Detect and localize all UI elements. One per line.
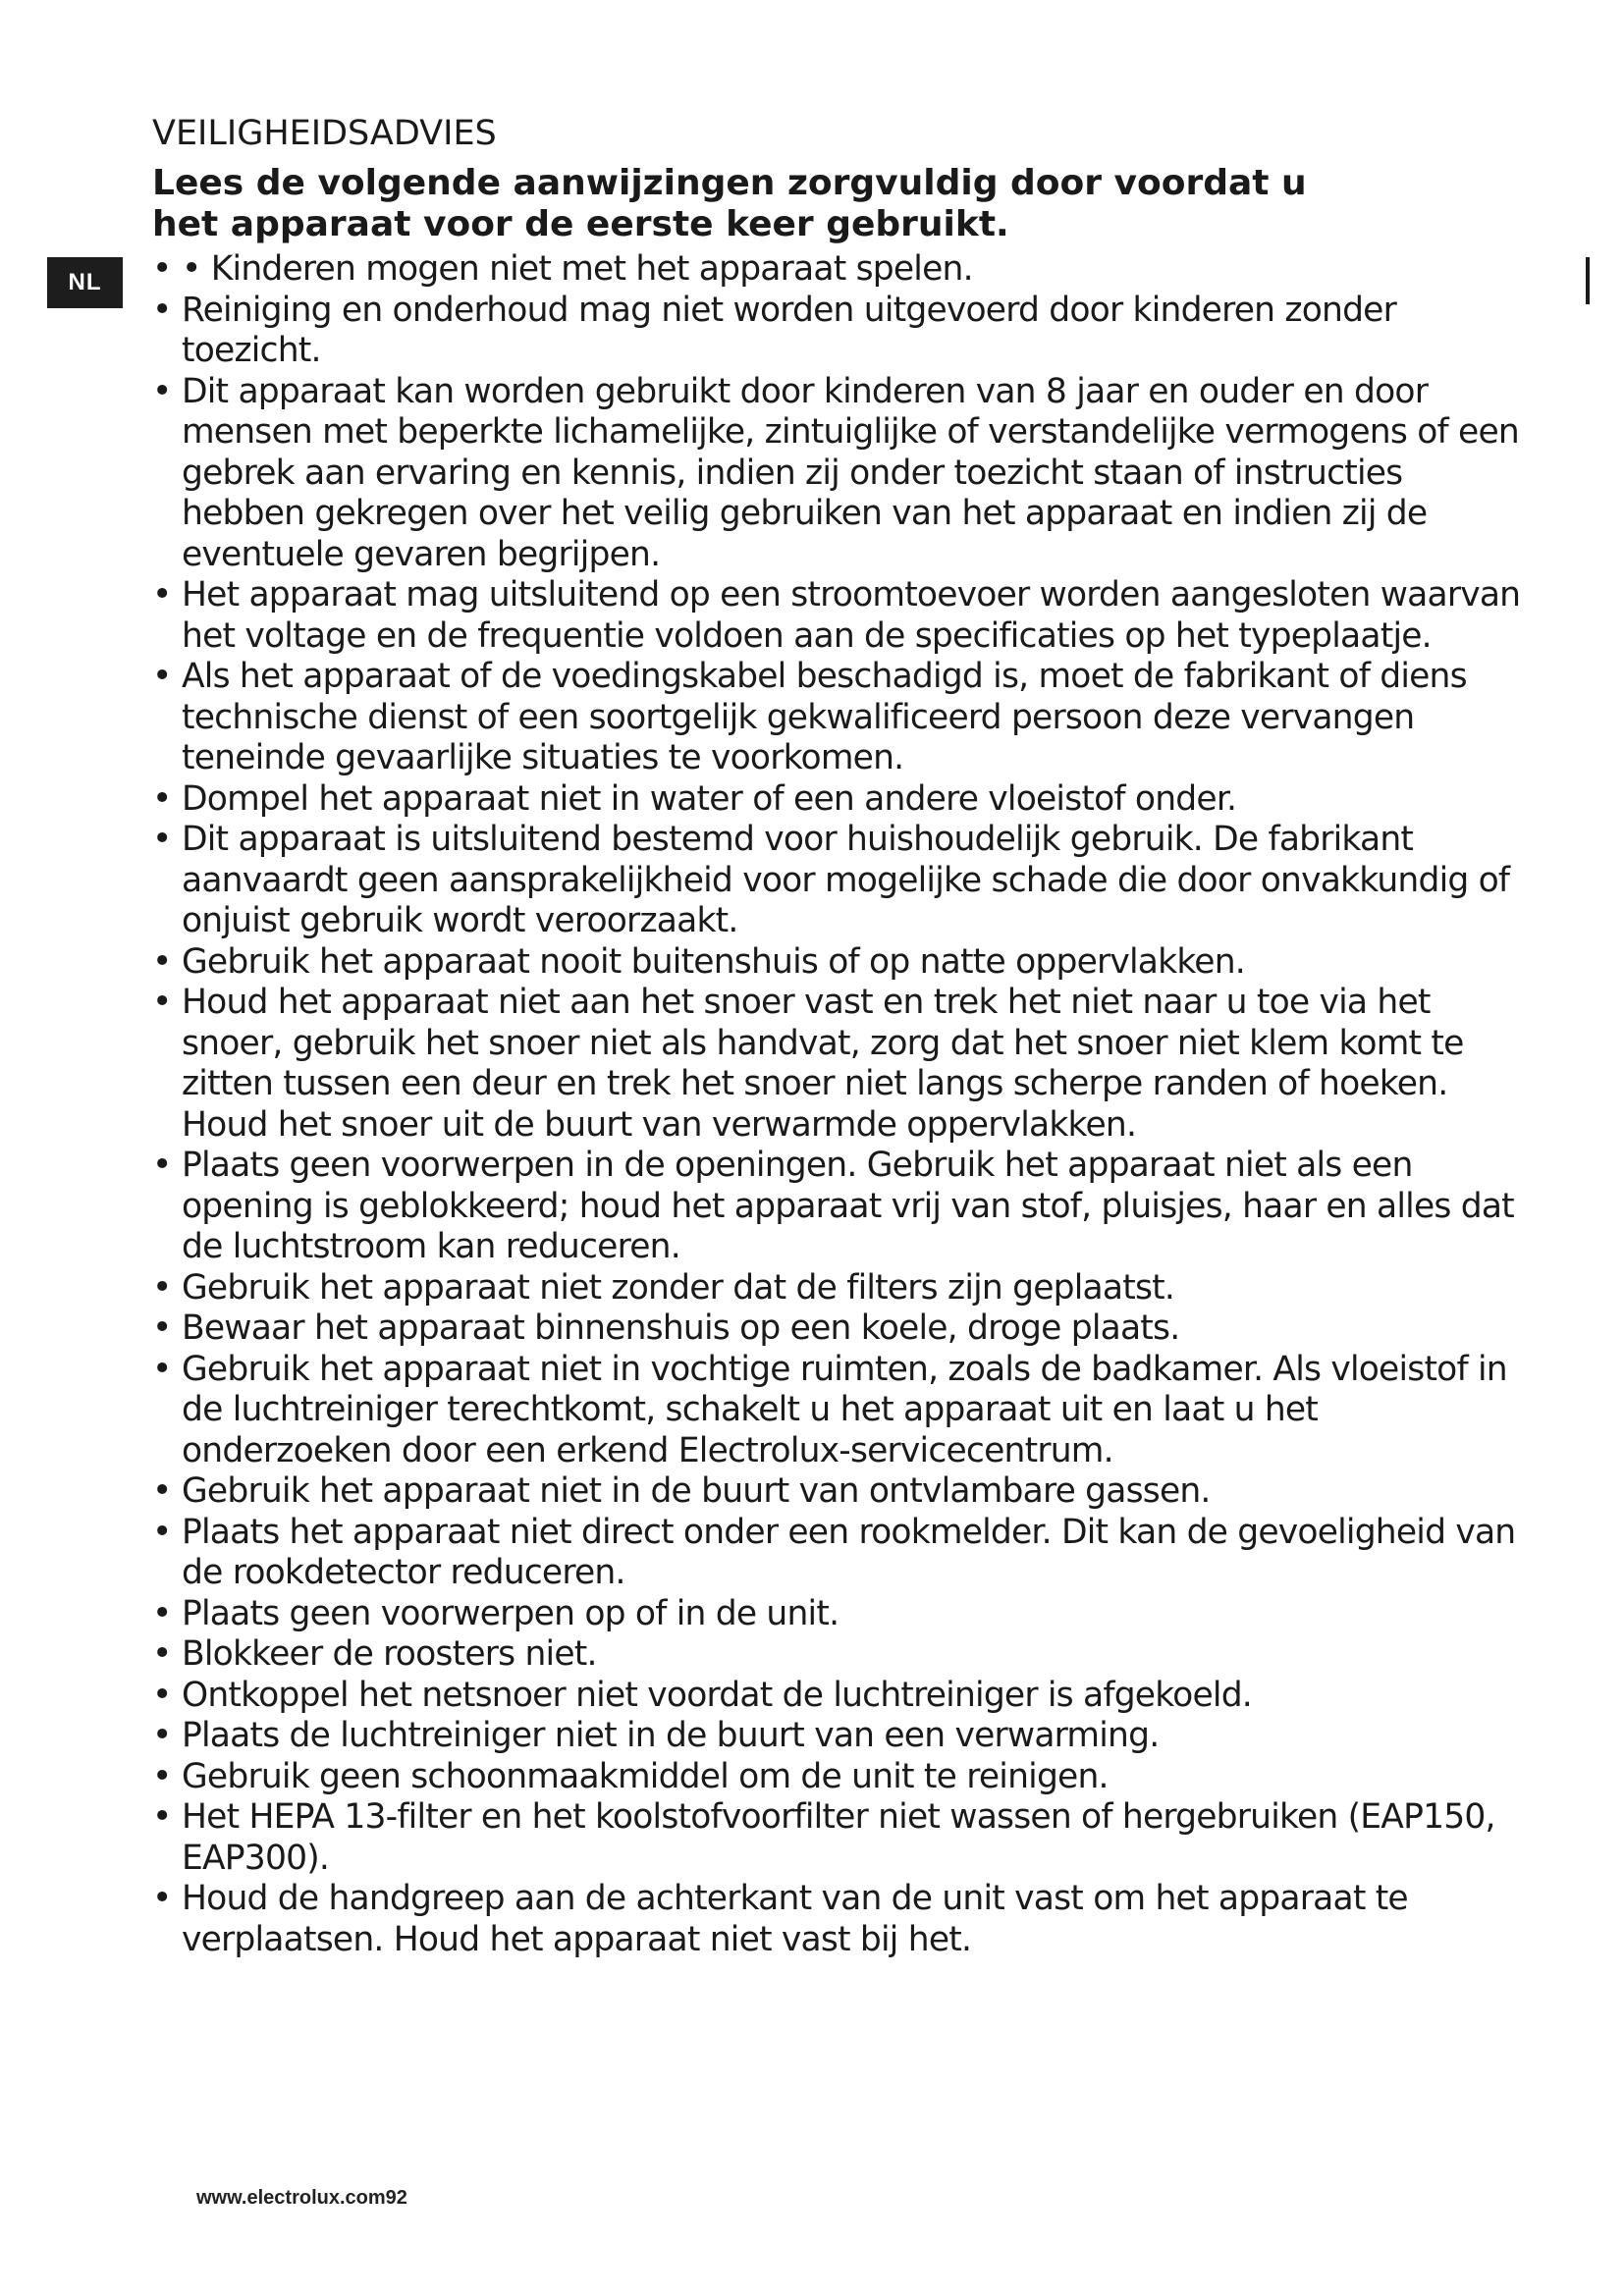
margin-marker <box>1586 257 1590 304</box>
list-item: • Dompel het apparaat niet in water of een andere vloeistof onder. <box>152 779 1527 821</box>
intro-text: Lees de volgende aanwijzingen zorgvuldig door voordat u het apparaat voor de eerste keer gebruikt. <box>152 163 1307 244</box>
list-item: • • Kinderen mogen niet met het apparaat spelen. <box>152 249 1527 291</box>
list-item: • Als het apparaat of de voedingskabel beschadigd is, moet de fabrikant of diens technische dienst of een soortgelijk gekwalificeerd persoon deze vervangen teneinde gevaarlijke situaties te voorkomen. <box>152 657 1527 779</box>
list-item: • Houd het apparaat niet aan het snoer vast en trek het niet naar u toe via het snoer, gebruik het snoer niet als handvat, zorg dat het snoer niet klem komt te zitten tussen een deur en trek het snoer niet langs scherpe randen of hoeken. Houd het snoer uit de buurt van verwarmde oppervlakken. <box>152 983 1527 1146</box>
list-item: • Blokkeer de roosters niet. <box>152 1634 1527 1676</box>
list-item: • Reiniging en onderhoud mag niet worden uitgevoerd door kinderen zonder toezicht. <box>152 291 1527 372</box>
list-item: • Dit apparaat is uitsluitend bestemd voor huishoudelijk gebruik. De fabrikant aanvaardt geen aansprakelijkheid voor mogelijke schade die door onvakkundig of onjuist gebruik wordt veroorzaakt. <box>152 820 1527 942</box>
footer-url: www.electrolux.com92 <box>196 2187 407 2209</box>
list-item: • Gebruik het apparaat nooit buitenshuis of op natte oppervlakken. <box>152 942 1527 984</box>
safety-advice-list <box>152 249 1527 1960</box>
list-item: • Gebruik geen schoonmaakmiddel om de unit te reinigen. <box>152 1757 1527 1798</box>
list-item: • Gebruik het apparaat niet in vochtige ruimten, zoals de badkamer. Als vloeistof in de luchtreiniger terechtkomt, schakelt u het apparaat uit en laat u het onderzoeken door een erkend Electrolux-servicecentrum. <box>152 1350 1527 1472</box>
list-item: • Gebruik het apparaat niet zonder dat de filters zijn geplaatst. <box>152 1268 1527 1309</box>
list-item: • Plaats geen voorwerpen op of in de unit. <box>152 1594 1527 1635</box>
list-item: • Ontkoppel het netsnoer niet voordat de luchtreiniger is afgekoeld. <box>152 1676 1527 1717</box>
list-item: • Dit apparaat kan worden gebruikt door kinderen van 8 jaar en ouder en door mensen met beperkte lichamelijke, zintuiglijke of verstandelijke vermogens of een gebrek aan ervaring en kennis, indien zij onder toezicht staan of instructies hebben gekregen over het veilig gebruiken van het apparaat en indien zij de eventuele gevaren begrijpen. <box>152 372 1527 576</box>
list-item: • Plaats geen voorwerpen in de openingen. Gebruik het apparaat niet als een opening is geblokkeerd; houd het apparaat vrij van stof, pluisjes, haar en alles dat de luchtstroom kan reduceren. <box>152 1146 1527 1268</box>
list-item: • Het HEPA 13-filter en het koolstofvoorfilter niet wassen of hergebruiken (EAP150, EAP300). <box>152 1797 1527 1879</box>
list-item: • Houd de handgreep aan de achterkant van de unit vast om het apparaat te verplaatsen. Houd het apparaat niet vast bij het. <box>152 1879 1527 1960</box>
section-title: VEILIGHEIDSADVIES <box>152 114 497 153</box>
list-item: • Bewaar het apparaat binnenshuis op een koele, droge plaats. <box>152 1308 1527 1350</box>
list-item: • Het apparaat mag uitsluitend op een stroomtoevoer worden aangesloten waarvan het voltage en de frequentie voldoen aan de specificaties op het typeplaatje. <box>152 575 1527 657</box>
list-item: • Plaats de luchtreiniger niet in de buurt van een verwarming. <box>152 1716 1527 1757</box>
safety-section <box>152 106 1527 1960</box>
language-badge: NL <box>47 257 123 308</box>
list-item: • Gebruik het apparaat niet in de buurt van ontvlambare gassen. <box>152 1471 1527 1513</box>
list-item: • Plaats het apparaat niet direct onder een rookmelder. Dit kan de gevoeligheid van de rookdetector reduceren. <box>152 1513 1527 1594</box>
